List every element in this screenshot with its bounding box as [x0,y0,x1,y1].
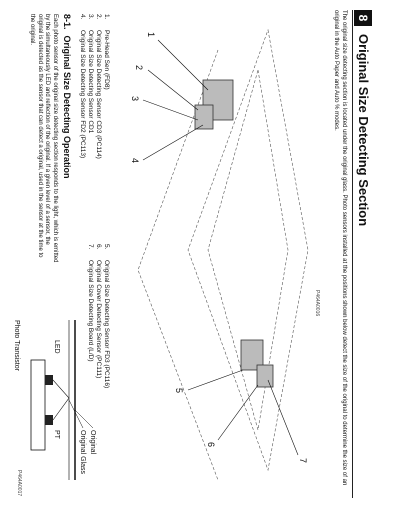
legend-item: 7. Original Size Detecting Board (L/D) [87,244,94,362]
sensor-block-left-2 [195,105,213,129]
figure-code: P464A0016 [314,290,320,317]
subsection-title: Original Size Detecting Operation [62,35,72,179]
label-pt: PT [53,430,60,439]
sensor-block-right-2 [257,365,273,387]
pt-element [45,415,53,425]
header-rule [352,10,353,498]
intro-paragraph: The original size detecting section is located under the original glass. Photo sensors installed at the positions shown below detect the size of the original to determine the size of an original in the Auto Paper and Auto % modes. [333,10,347,486]
callout-line-1 [158,40,208,90]
label-original-leader [75,410,93,428]
callout-line-2 [148,70,198,110]
label-glass-leader [69,400,83,428]
legend-item: 2. Original Size Detecting Sensor CD3 (PC114) [95,14,102,159]
legend-item: 5. Original Size Detecting Sensor FD3 (PC116) [103,244,110,389]
callout-line-5 [188,370,243,390]
legend-item: 4. Original Size Detecting Sensor FD2 (PC113) [79,14,86,159]
label-led: LED [53,340,60,354]
callout-7: 7 [298,458,308,464]
callout-4: 4 [130,158,140,164]
callout-line-6 [218,385,258,440]
subsection-number: 8-1. [62,14,72,30]
legend-column-left [78,14,110,234]
callout-6: 6 [206,442,216,448]
figure-code-sensor: P464A0017 [16,470,22,497]
legend-item: 1. Pre-Head Sen (FD8) [103,14,110,90]
callout-line-4 [143,125,203,160]
callout-3: 3 [130,96,140,102]
callout-5: 5 [174,388,184,394]
original-size-sensor-diagram [118,10,328,490]
section-header [354,10,372,498]
subsection-heading [62,14,72,179]
label-glass: Original Glass [79,430,86,474]
scanner-frame-inner [208,70,288,430]
callout-1: 1 [146,32,156,38]
label-board: Photo Transistor [13,320,20,371]
callout-line-3 [143,100,198,120]
led-element [45,375,53,385]
section-title: Original Size Detecting Section [356,34,371,227]
label-original: Original [89,430,96,455]
section-number: 8 [354,10,372,26]
sensor-board [31,360,45,450]
light-path [53,380,69,420]
callout-2: 2 [134,65,144,71]
legend-item: 3. Original Size Detecting Sensor CD1 [87,14,94,134]
operation-paragraph: Each photo sensor of the original size detecting section responds to the light, which is emitted by the simultaneously LED and reflection of the original. If a given level of a sensor, the original is detected as the sensor that can detect a original, used in the sensor at the time to the original. [29,14,58,263]
legend-item: 6. Original Cover Detecting Sensor (PC111) [95,244,102,379]
